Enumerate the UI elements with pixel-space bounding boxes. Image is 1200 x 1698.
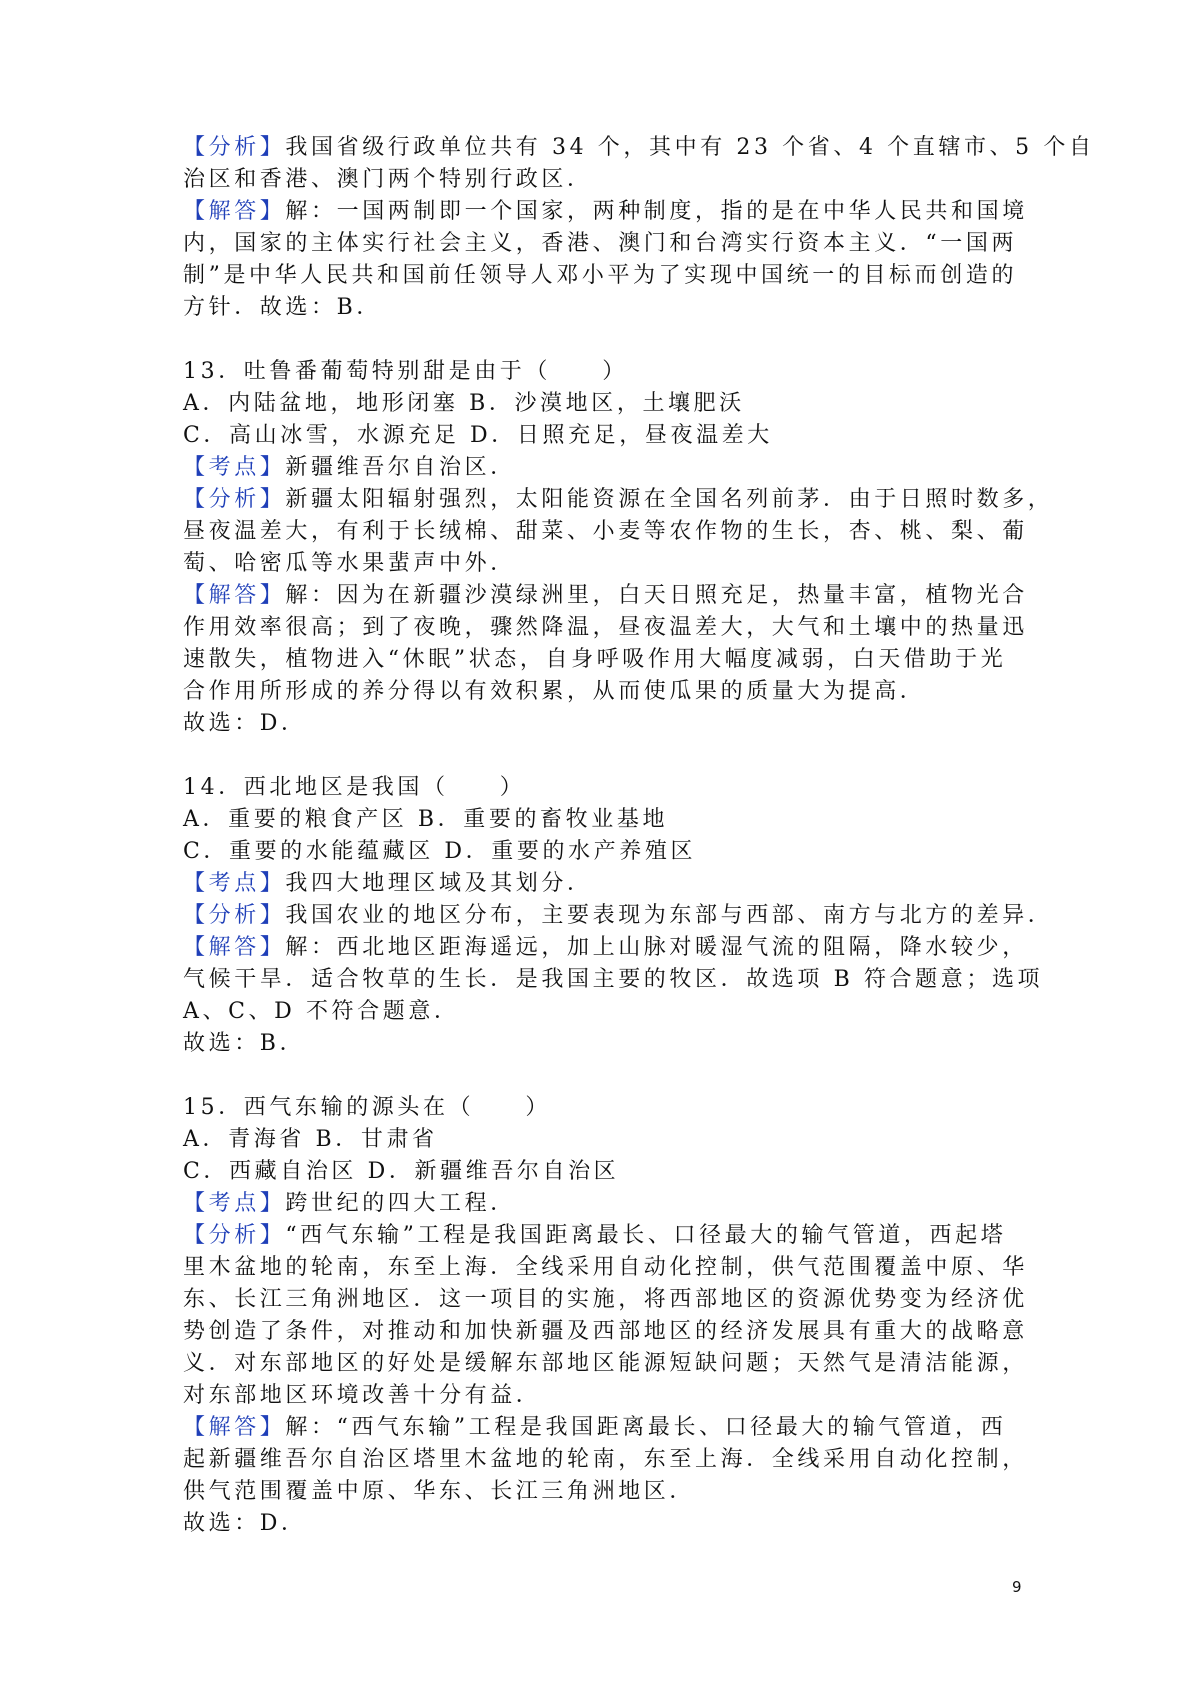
line-text: 我国省级行政单位共有 34 个，其中有 23 个省、4 个直辖市、5 个自	[285, 135, 1095, 160]
line-text: 制”是中华人民共和国前任领导人邓小平为了实现中国统一的目标而创造的	[183, 263, 1018, 288]
text-line	[183, 868, 1023, 900]
text-line	[183, 196, 1028, 228]
section-tag: 【分析】	[183, 135, 286, 160]
question-block	[183, 132, 1095, 324]
line-text: 势创造了条件，对推动和加快新疆及西部地区的经济发展具有重大的战略意	[183, 1319, 1028, 1344]
section-tag: 【分析】	[183, 1223, 286, 1248]
text-line	[183, 1508, 1023, 1540]
line-text: 合作用所形成的养分得以有效积累，从而使瓜果的质量大为提高．	[183, 679, 926, 704]
text-line	[183, 580, 1028, 612]
text-line	[183, 644, 1023, 676]
text-line	[183, 1028, 1023, 1060]
text-line	[183, 836, 1023, 868]
line-text: 新疆维吾尔自治区．	[285, 455, 516, 480]
line-text: 对东部地区环境改善十分有益．	[183, 1383, 542, 1408]
page-number: 9	[1012, 1578, 1022, 1596]
text-line	[183, 708, 1023, 740]
question-block	[183, 772, 1054, 1060]
line-text: 故选：B．	[183, 1031, 306, 1056]
text-line	[183, 1412, 1023, 1444]
paragraph-gap	[183, 1060, 1023, 1092]
question-block	[183, 1092, 1028, 1540]
text-line	[183, 1476, 1023, 1508]
line-text: 15．西气东输的源头在（ ）	[183, 1095, 551, 1120]
text-line	[183, 1156, 1023, 1188]
text-line	[183, 1124, 1023, 1156]
text-line	[183, 1316, 1028, 1348]
line-text: 跨世纪的四大工程．	[285, 1191, 516, 1216]
line-text: 起新疆维吾尔自治区塔里木盆地的轮南，东至上海．全线采用自动化控制，	[183, 1447, 1028, 1472]
line-text: 我国农业的地区分布，主要表现为东部与西部、南方与北方的差异．	[285, 903, 1054, 928]
section-tag: 【解答】	[183, 583, 286, 608]
line-text: C．西藏自治区 D．新疆维吾尔自治区	[183, 1159, 620, 1184]
text-line	[183, 1444, 1028, 1476]
text-line	[183, 548, 1023, 580]
section-tag: 【解答】	[183, 199, 286, 224]
line-text: 内，国家的主体实行社会主义，香港、澳门和台湾实行资本主义．“一国两	[183, 231, 1018, 256]
text-line	[183, 1188, 1023, 1220]
line-text: 解：西北地区距海遥远，加上山脉对暖湿气流的阻隔，降水较少，	[285, 935, 1028, 960]
line-text: C．重要的水能蕴藏区 D．重要的水产养殖区	[183, 839, 697, 864]
line-text: 解：因为在新疆沙漠绿洲里，白天日照充足，热量丰富，植物光合	[285, 583, 1028, 608]
line-text: 供气范围覆盖中原、华东、长江三角洲地区．	[183, 1479, 696, 1504]
line-text: 故选：D．	[183, 711, 307, 736]
text-line	[183, 804, 1023, 836]
line-text: A．青海省 B．甘肃省	[183, 1127, 438, 1152]
line-text: 故选：D．	[183, 1511, 307, 1536]
section-tag: 【分析】	[183, 903, 286, 928]
line-text: 解：一国两制即一个国家，两种制度，指的是在中华人民共和国境	[285, 199, 1028, 224]
document-body	[183, 132, 1095, 1540]
text-line	[183, 676, 1023, 708]
text-line	[183, 772, 1023, 804]
line-text: 义．对东部地区的好处是缓解东部地区能源短缺问题；天然气是清洁能源，	[183, 1351, 1028, 1376]
section-tag: 【考点】	[183, 1191, 286, 1216]
text-line	[183, 1092, 1023, 1124]
text-line	[183, 1348, 1028, 1380]
text-line	[183, 996, 1023, 1028]
text-line	[183, 260, 1023, 292]
line-text: 方针．故选：B．	[183, 295, 382, 320]
section-tag: 【解答】	[183, 1415, 286, 1440]
line-text: “西气东输”工程是我国距离最长、口径最大的输气管道，西起塔	[285, 1223, 1007, 1248]
section-tag: 【考点】	[183, 455, 286, 480]
line-text: 气候干旱．适合牧草的生长．是我国主要的牧区．故选项 B 符合题意；选项	[183, 967, 1044, 992]
text-line	[183, 388, 1023, 420]
text-line	[183, 132, 1095, 164]
line-text: 治区和香港、澳门两个特别行政区．	[183, 167, 593, 192]
text-line	[183, 292, 1023, 324]
text-line	[183, 228, 1023, 260]
paragraph-gap	[183, 740, 1023, 772]
line-text: A．内陆盆地，地形闭塞 B．沙漠地区，土壤肥沃	[183, 391, 745, 416]
section-tag: 【考点】	[183, 871, 286, 896]
line-text: 作用效率很高；到了夜晚，骤然降温，昼夜温差大，大气和土壤中的热量迅	[183, 615, 1028, 640]
line-text: 东、长江三角洲地区．这一项目的实施，将西部地区的资源优势变为经济优	[183, 1287, 1028, 1312]
question-block	[183, 356, 1054, 740]
line-text: C．高山冰雪，水源充足 D．日照充足，昼夜温差大	[183, 423, 773, 448]
text-line	[183, 964, 1044, 996]
text-line	[183, 612, 1028, 644]
text-line	[183, 932, 1028, 964]
text-line	[183, 452, 1023, 484]
section-tag: 【解答】	[183, 935, 286, 960]
line-text: 萄、哈密瓜等水果蜚声中外．	[183, 551, 516, 576]
line-text: A、C、D 不符合题意．	[183, 999, 460, 1024]
line-text: 里木盆地的轮南，东至上海．全线采用自动化控制，供气范围覆盖中原、华	[183, 1255, 1028, 1280]
line-text: A．重要的粮食产区 B．重要的畜牧业基地	[183, 807, 669, 832]
text-line	[183, 1252, 1028, 1284]
line-text: 我四大地理区域及其划分．	[285, 871, 593, 896]
section-tag: 【分析】	[183, 487, 286, 512]
text-line	[183, 1284, 1028, 1316]
text-line	[183, 1220, 1023, 1252]
paragraph-gap	[183, 324, 1023, 356]
line-text: 昼夜温差大，有利于长绒棉、甜菜、小麦等农作物的生长，杏、桃、梨、葡	[183, 519, 1028, 544]
text-line	[183, 900, 1054, 932]
line-text: 13．吐鲁番葡萄特别甜是由于（ ）	[183, 359, 628, 384]
line-text: 新疆太阳辐射强烈，太阳能资源在全国名列前茅．由于日照时数多，	[285, 487, 1054, 512]
line-text: 解：“西气东输”工程是我国距离最长、口径最大的输气管道，西	[285, 1415, 1007, 1440]
text-line	[183, 420, 1023, 452]
text-line	[183, 484, 1054, 516]
text-line	[183, 516, 1028, 548]
line-text: 速散失，植物进入“休眠”状态，自身呼吸作用大幅度减弱，白天借助于光	[183, 647, 1007, 672]
text-line	[183, 164, 1023, 196]
text-line	[183, 356, 1023, 388]
text-line	[183, 1380, 1023, 1412]
line-text: 14．西北地区是我国（ ）	[183, 775, 526, 800]
